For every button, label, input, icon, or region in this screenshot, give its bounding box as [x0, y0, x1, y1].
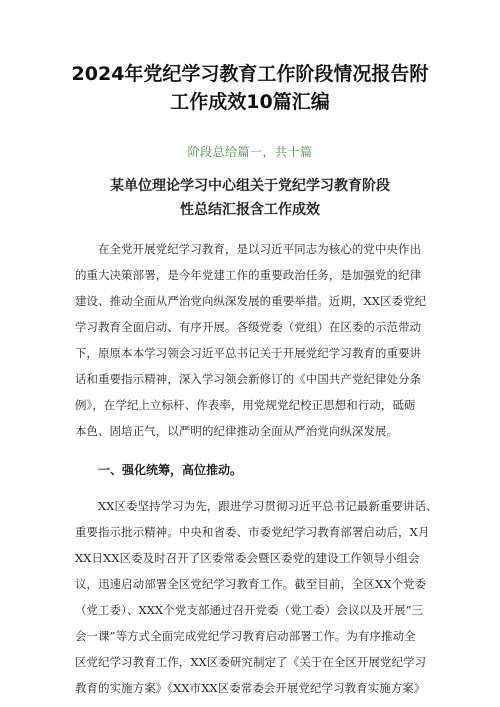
article-title-line1: 某单位理论学习中心组关于党纪学习教育阶段 — [110, 178, 390, 194]
paragraph1-line: 的重大决策部署，是今年党建工作的重要政治任务，是加强党的纪律 — [75, 268, 422, 282]
paragraph1-line: 在全党开展党纪学习教育，是以习近平同志为核心的党中央作出 — [98, 242, 422, 256]
paragraph2-line: 会一课”等方式全面完成党纪学习教育启动部署工作。为有序推动全 — [75, 629, 416, 643]
paragraph2-line: （党工委）、XXX个党支部通过召开党委（党工委）会议以及开展“三 — [75, 603, 424, 617]
document-title-line2: 工作成效10篇汇编 — [170, 91, 330, 113]
article-title-line2: 性总结汇报含工作成效 — [180, 202, 320, 218]
paragraph2-line: XX日XX区委及时召开了区委常委会暨区委党的建设工作领导小组会 — [75, 551, 420, 565]
paragraph1-line: 建设、推动全面从严治党向纵深发展的重要举措。近期，XX区委党纪 — [75, 294, 427, 308]
paragraph2-line: 重要指示批示精神。中央和省委、市委党纪学习教育部署启动后，X月 — [75, 525, 430, 539]
section-heading: 一、强化统筹，高位推动。 — [98, 463, 243, 477]
paragraph1-line: 学习教育全面启动、有序开展。各级党委（党组）在区委的示范带动 — [75, 320, 422, 334]
paragraph2-line: XX区委坚持学习为先，跟进学习贯彻习近平总书记最新重要讲话、 — [98, 499, 438, 513]
paragraph1-line: 下，原原本本学习领会习近平总书记关于开展党纪学习教育的重要讲 — [75, 346, 422, 360]
document-title-line1: 2024年党纪学习教育工作阶段情况报告附 — [71, 63, 429, 85]
paragraph2-line: 教育的实施方案》《XX市XX区委常委会开展党纪学习教育实施方案》 — [75, 681, 426, 695]
paragraph1-line: 话和重要指示精神，深入学习领会新修订的《中国共产党纪律处分条 — [75, 372, 422, 386]
paragraph1-line: 本色、固培正气，以严明的纪律推动全面从严治党向纵深发展。 — [75, 424, 399, 438]
paragraph2-line: 区党纪学习教育工作，XX区委研究制定了《关于在全区开展党纪学习 — [75, 655, 427, 669]
paragraph2-line: 议，迅速启动部署全区党纪学习教育工作。截至目前，全区XX个党委 — [75, 577, 427, 591]
paragraph1-line: 例》，在学纪上立标杆、作表率，用党规党纪校正思想和行动，砥砺 — [75, 398, 416, 412]
section-tag: 阶段总给篇一，共十篇 — [187, 145, 313, 159]
